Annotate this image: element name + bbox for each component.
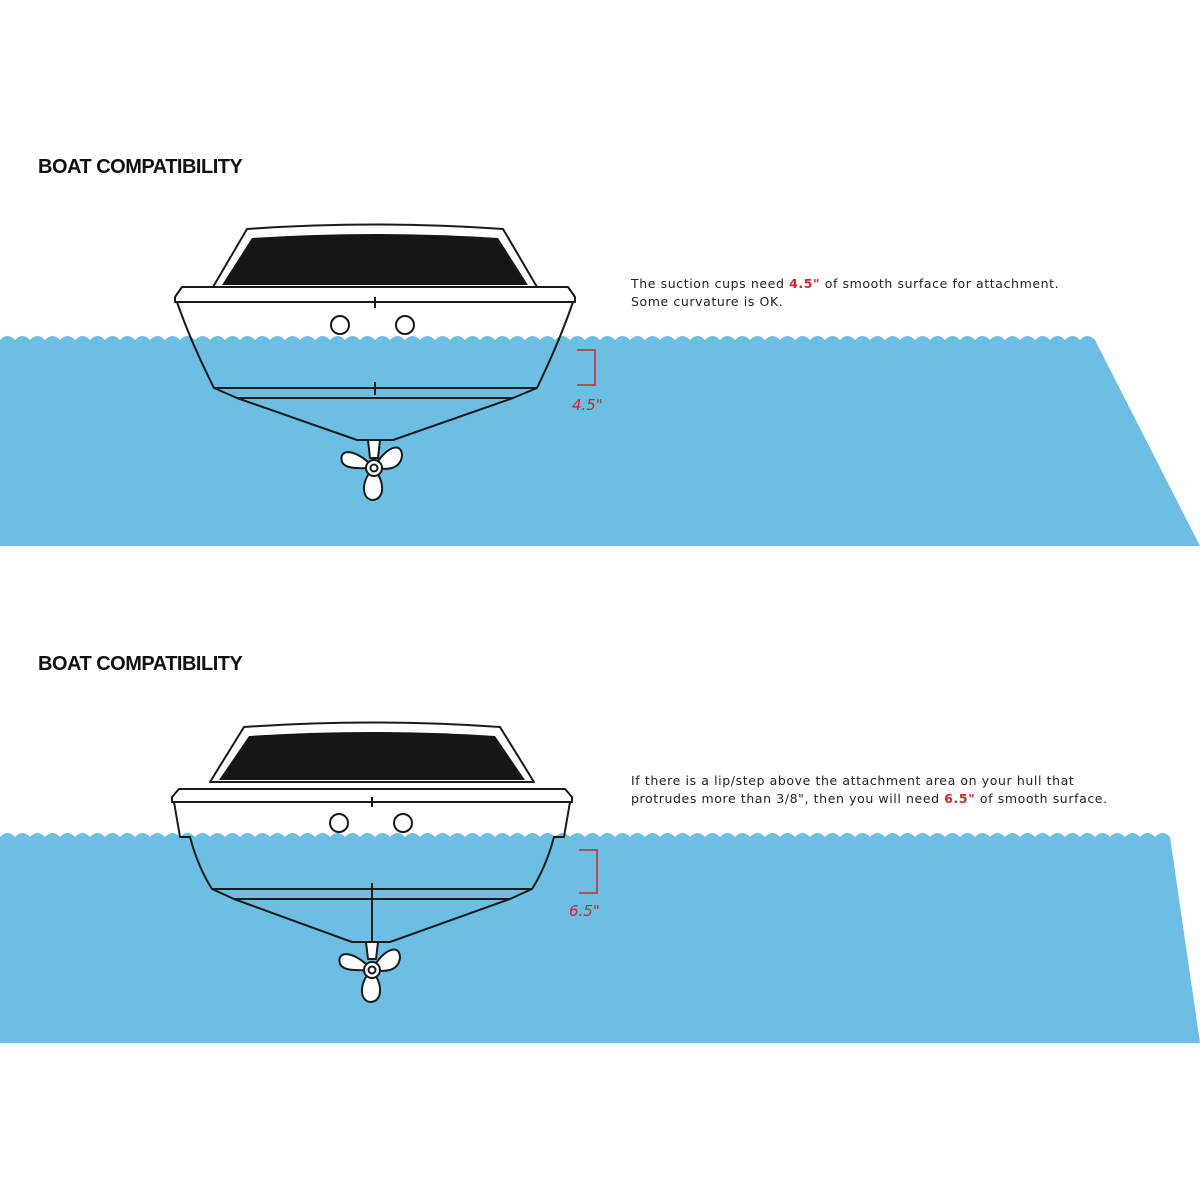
note-text: of smooth surface. [975, 791, 1108, 806]
suction-cup-icon [396, 316, 414, 334]
measurement-label: 6.5" [569, 902, 600, 920]
note-highlight: 4.5" [789, 276, 821, 291]
water [0, 833, 1200, 1043]
windshield [222, 234, 528, 285]
note-text: If there is a lip/step above the attachment area on your hull that [631, 773, 1075, 788]
compatibility-note [631, 772, 1108, 808]
suction-cup-icon [330, 814, 348, 832]
boat-compatibility-panel-2 [0, 497, 1200, 1057]
compatibility-note [631, 275, 1059, 311]
boat-compatibility-panel-1 [0, 0, 1200, 560]
note-highlight: 6.5" [944, 791, 976, 806]
measurement-label: 4.5" [572, 396, 603, 414]
windshield [219, 732, 525, 780]
note-text: of smooth surface for attachment. [820, 276, 1060, 291]
panel-heading: BOAT COMPATIBILITY [38, 653, 243, 675]
suction-cup-icon [331, 316, 349, 334]
panel-heading: BOAT COMPATIBILITY [38, 156, 243, 178]
suction-cup-icon [394, 814, 412, 832]
note-text: The suction cups need [631, 276, 790, 291]
note-text: protrudes more than 3/8", then you will need [631, 791, 945, 806]
note-text: Some curvature is OK. [631, 294, 784, 309]
